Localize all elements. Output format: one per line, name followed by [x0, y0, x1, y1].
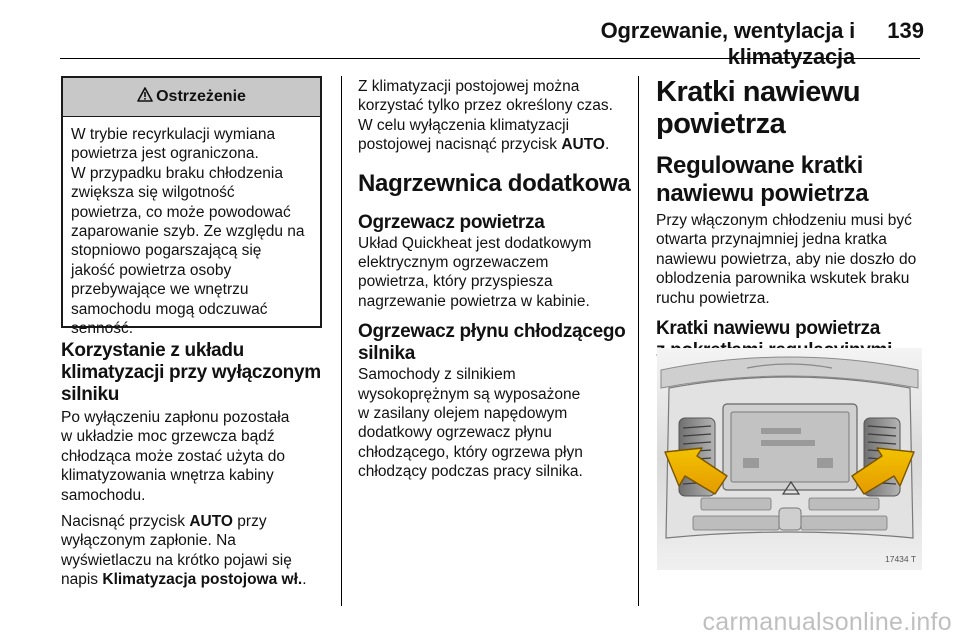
air-vent-illustration	[657, 348, 922, 570]
text-line: wysokoprężnym są wyposażone	[358, 385, 581, 403]
middle-column	[358, 77, 633, 489]
section-heading: Nagrzewnica dodatkowa	[358, 169, 631, 197]
text-line: powietrza, który przyspiesza	[358, 273, 553, 291]
text-line: nawiewu powietrza, aby nie doszło do	[656, 250, 917, 268]
text-line: Po wyłączeniu zapłonu pozostała	[61, 409, 290, 426]
heading-line: Ogrzewacz płynu chłodzącego	[358, 321, 626, 343]
text-line: stopniowo pogarszającą się	[71, 242, 262, 260]
text-line: Z klimatyzacji postojowej można	[358, 78, 580, 95]
heading-line: Kratki nawiewu powietrza	[656, 318, 881, 340]
text-line: oblodzenia parownika wskutek braku	[656, 270, 910, 288]
text-fragment: Nacisnąć przycisk	[61, 513, 190, 531]
header-divider	[60, 58, 920, 59]
display-message: Klimatyzacja postojowa wł.	[102, 571, 303, 589]
column-divider	[341, 76, 342, 606]
subsection-heading: Ogrzewacz powietrza	[358, 211, 545, 233]
paragraph	[358, 77, 633, 155]
heading-line: nawiewu powietrza	[656, 180, 869, 207]
page-number: 139	[887, 18, 924, 43]
right-column	[656, 76, 931, 362]
warning-title: Ostrzeżenie	[156, 88, 246, 105]
text-line: ruchu powietrza.	[656, 289, 770, 307]
text-fragment: .	[604, 136, 610, 154]
text-line: elektrycznym ogrzewaczem	[358, 254, 549, 272]
text-line: W celu wyłączenia klimatyzacji	[358, 116, 570, 134]
text-line: Układ Quickheat jest dodatkowym	[358, 234, 592, 252]
heading-line: Korzystanie z układu	[61, 340, 244, 361]
text-fragment: postojowej nacisnąć przycisk	[358, 136, 562, 154]
heading-line: Kratki nawiewu	[656, 76, 861, 108]
subsection-heading	[358, 321, 633, 365]
column-divider	[638, 76, 639, 606]
text-line: senność.	[71, 320, 134, 338]
text-line: samochodu.	[61, 486, 146, 504]
text-fragment: przy	[232, 513, 267, 531]
text-line: nagrzewanie powietrza w kabinie.	[358, 292, 590, 310]
warning-text	[63, 117, 320, 338]
paragraph	[656, 211, 931, 308]
heading-line: silniku	[61, 384, 120, 405]
auto-button-label: AUTO	[561, 136, 605, 154]
text-line: wyłączonym zapłonie. Na	[61, 532, 236, 550]
text-line: korzystać tylko przez określony czas.	[358, 97, 613, 115]
section-heading	[656, 152, 931, 208]
chapter-heading	[656, 76, 931, 140]
paragraph	[61, 512, 336, 590]
section-heading	[61, 340, 336, 406]
heading-line: Regulowane kratki	[656, 152, 863, 179]
heading-line: silnika	[358, 343, 416, 365]
text-line: dodatkowy ogrzewacz płynu	[358, 424, 552, 442]
text-line: otwarta przynajmniej jedna kratka	[656, 231, 887, 249]
warning-box	[61, 76, 322, 338]
text-line: klimatyzowania wnętrza kabiny	[61, 467, 274, 485]
text-line: jakość powietrza osoby	[71, 261, 232, 279]
figure-label: 17434 T	[885, 554, 917, 564]
text-line: Samochody z silnikiem	[358, 366, 516, 384]
text-line: w zasilany olejem napędowym	[358, 405, 568, 423]
watermark: carmanualsonline.info	[702, 608, 952, 636]
text-line: powietrza, co może powodować	[71, 203, 291, 221]
paragraph	[358, 234, 633, 312]
auto-button-label: AUTO	[189, 513, 233, 531]
heading-line: powietrza	[656, 108, 786, 140]
text-line: chłodząca może zostać użyta do	[61, 447, 286, 465]
text-line: W przypadku braku chłodzenia	[71, 164, 283, 182]
text-line: powietrza jest ograniczona.	[71, 145, 259, 163]
page-header-title: Ogrzewanie, wentylacja i klimatyzacja	[600, 18, 855, 69]
text-line: w układzie moc grzewcza bądź	[61, 428, 275, 446]
text-line: chłodzącego, który ogrzewa płyn	[358, 443, 583, 461]
text-fragment: .	[302, 571, 307, 589]
text-line: zaparowanie szyb. Ze względu na	[71, 223, 305, 241]
text-line: zwiększa się wilgotność	[71, 184, 235, 202]
text-line: przebywające we wnętrzu	[71, 281, 249, 299]
text-fragment: napis	[61, 571, 103, 589]
text-line: wyświetlaczu na krótko pojawi się	[61, 551, 292, 569]
paragraph	[358, 365, 633, 481]
warning-triangle-icon	[137, 87, 153, 107]
left-column	[61, 340, 336, 597]
heading-line: klimatyzacji przy wyłączonym	[61, 362, 321, 383]
paragraph	[61, 408, 336, 505]
text-line: W trybie recyrkulacji wymiana	[71, 126, 276, 143]
text-line: chłodzący podczas pracy silnika.	[358, 463, 583, 481]
text-line: Przy włączonym chłodzeniu musi być	[656, 212, 912, 229]
warning-header	[63, 78, 320, 117]
text-line: samochodu mogą odczuwać	[71, 300, 268, 318]
